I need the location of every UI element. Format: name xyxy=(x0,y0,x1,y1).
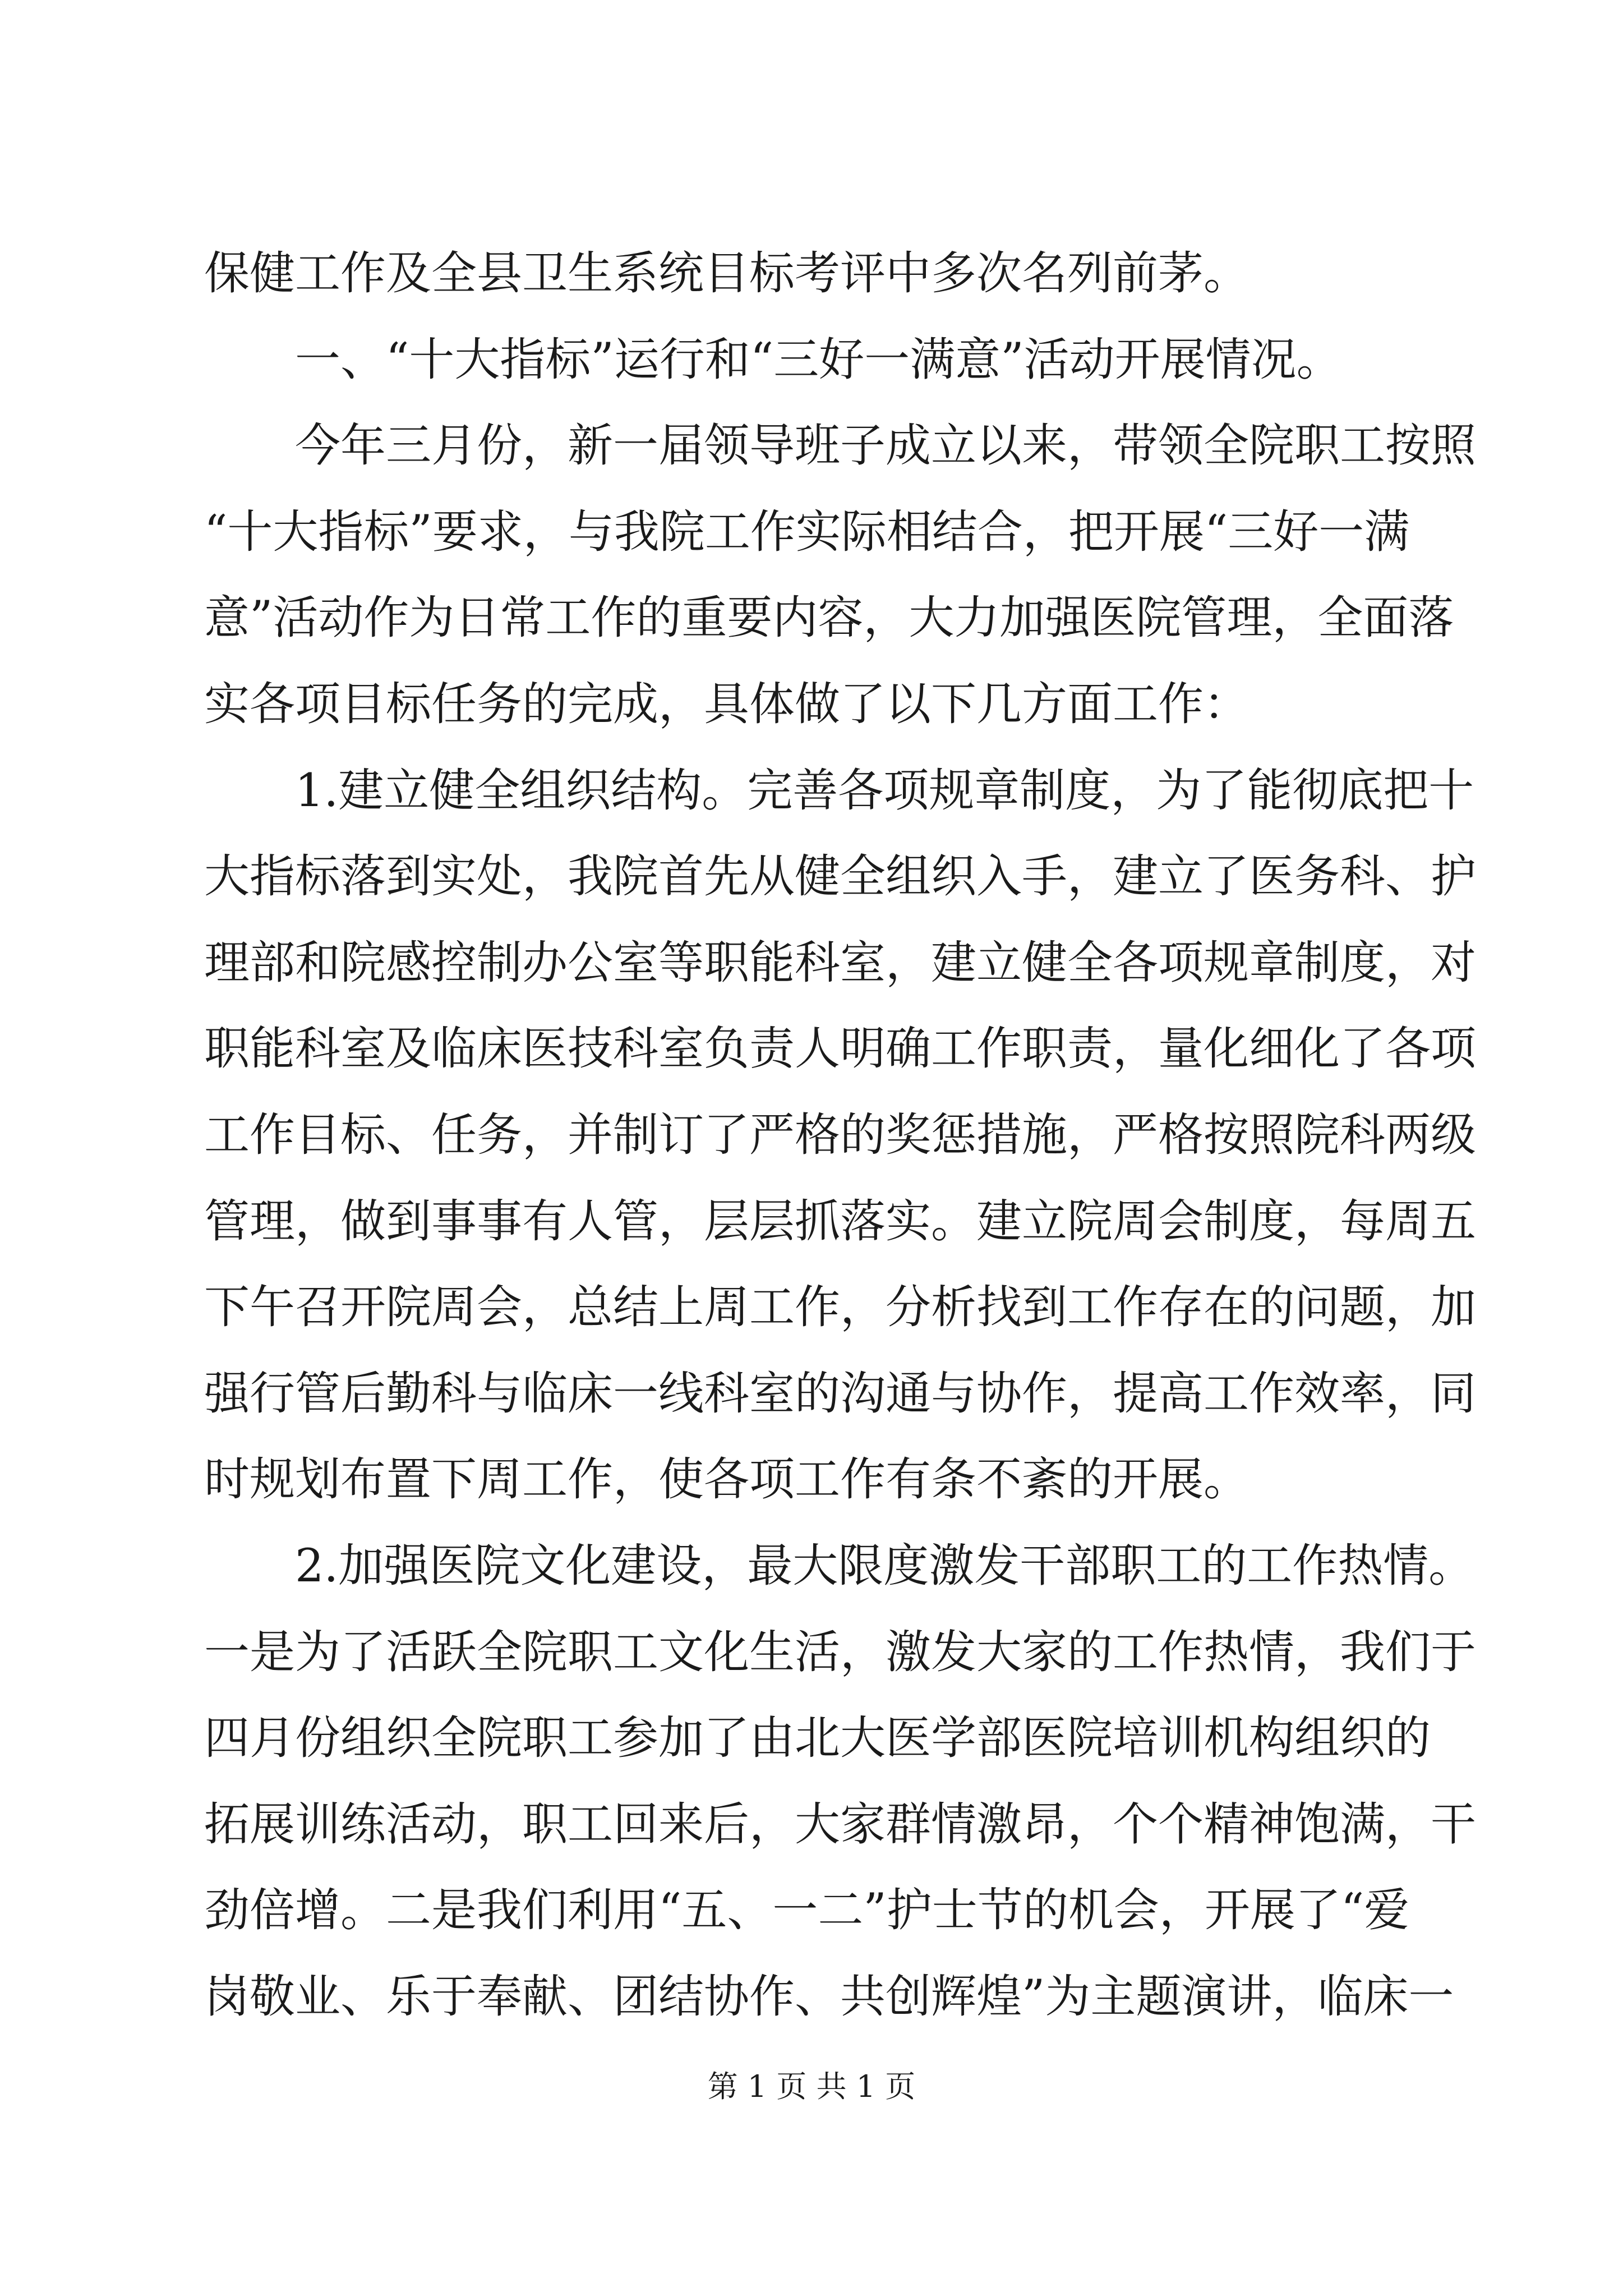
text-line: 一是为了活跃全院职工文化生活，激发大家的工作热情，我们于 xyxy=(204,1626,1477,1679)
text-line: 职能科室及临床医技科室负责人明确工作职责，量化细化了各项 xyxy=(204,1023,1477,1076)
text-line: 理部和院感控制办公室等职能科室，建立健全各项规章制度，对 xyxy=(204,936,1477,990)
text-line: 下午召开院周会，总结上周工作，分析找到工作存在的问题，加 xyxy=(204,1281,1477,1335)
page-number-label: 第 1 页 共 1 页 xyxy=(707,2069,916,2104)
text-line: 实各项目标任务的完成，具体做了以下几方面工作： xyxy=(204,678,1249,731)
text-line: 劲倍增。二是我们利用“五、一二”护士节的机会，开展了“爱 xyxy=(204,1884,1410,1938)
text-line: 保健工作及全县卫生系统目标考评中多次名列前茅。 xyxy=(204,247,1249,300)
text-line: 岗敬业、乐于奉献、团结协作、共创辉煌”为主题演讲，临床一 xyxy=(204,1970,1454,2023)
text-line: 四月份组织全院职工参加了由北大医学部医院培训机构组织的 xyxy=(204,1712,1431,1765)
text-line: 2.加强医院文化建设，最大限度激发干部职工的工作热情。 xyxy=(295,1539,1474,1593)
page-footer xyxy=(0,2064,1623,2109)
text-line: 今年三月份，新一届领导班子成立以来，带领全院职工按照 xyxy=(295,420,1477,473)
document-body xyxy=(204,231,1477,2040)
text-line: “十大指标”要求，与我院工作实际相结合，把开展“三好一满 xyxy=(204,505,1410,559)
text-line: 拓展训练活动，职工回来后，大家群情激昂，个个精神饱满，干 xyxy=(204,1798,1477,1851)
text-line: 大指标落到实处，我院首先从健全组织入手，建立了医务科、护 xyxy=(204,850,1477,904)
section-heading: 一、“十大指标”运行和“三好一满意”活动开展情况。 xyxy=(295,333,1342,386)
text-line: 1.建立健全组织结构。完善各项规章制度，为了能彻底把十 xyxy=(295,764,1474,817)
text-line: 管理，做到事事有人管，层层抓落实。建立院周会制度，每周五 xyxy=(204,1195,1477,1248)
text-line: 强行管后勤科与临床一线科室的沟通与协作，提高工作效率，同 xyxy=(204,1367,1477,1420)
text-line: 时规划布置下周工作，使各项工作有条不紊的开展。 xyxy=(204,1453,1249,1507)
text-line: 工作目标、任务，并制订了严格的奖惩措施，严格按照院科两级 xyxy=(204,1108,1477,1162)
text-line: 意”活动作为日常工作的重要内容，大力加强医院管理，全面落 xyxy=(204,592,1454,645)
